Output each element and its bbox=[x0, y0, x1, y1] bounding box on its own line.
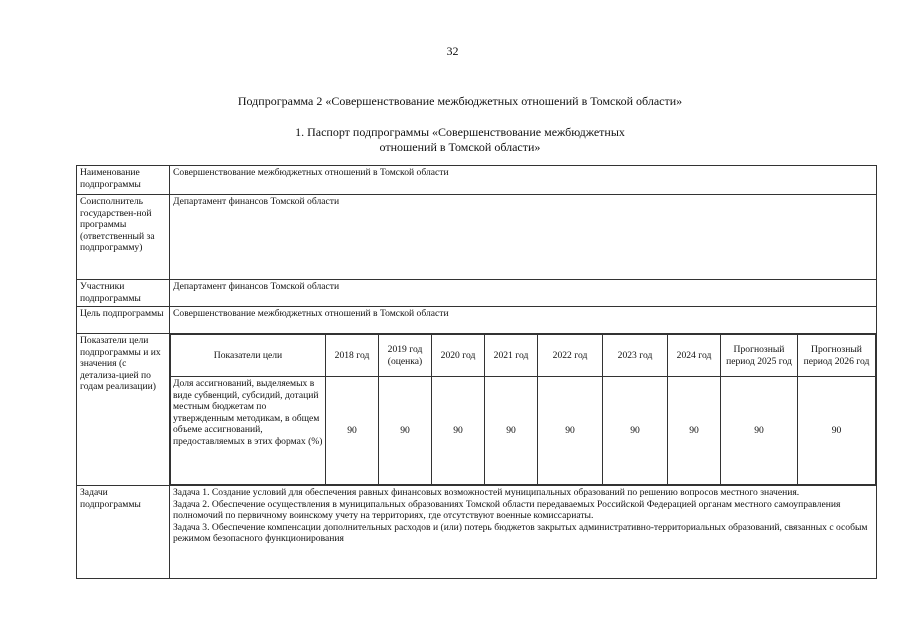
indicators-table bbox=[170, 334, 876, 485]
year-header: 2018 год bbox=[326, 335, 379, 377]
row-name-value: Совершенствование межбюджетных отношений в Томской области bbox=[170, 166, 877, 195]
year-header: 2023 год bbox=[603, 335, 668, 377]
passport-title-line1: 1. Паспорт подпрограммы «Совершенствование межбюджетных bbox=[295, 125, 625, 139]
row-co-executor-label: Соисполнитель государствен-ной программы (ответственный за подпрограмму) bbox=[77, 195, 170, 280]
indicators-header-row bbox=[171, 335, 876, 377]
row-name bbox=[77, 166, 877, 195]
passport-table bbox=[76, 165, 877, 579]
row-goal bbox=[77, 307, 877, 334]
page-number: 32 bbox=[446, 44, 459, 58]
year-header: 2020 год bbox=[432, 335, 485, 377]
year-header: 2024 год bbox=[668, 335, 721, 377]
row-co-executor-value: Департамент финансов Томской области bbox=[170, 195, 877, 280]
indicators-header-name: Показатели цели bbox=[171, 335, 326, 377]
indicator-value: 90 bbox=[326, 377, 379, 485]
row-co-executor bbox=[77, 195, 877, 280]
year-header: Прогнозный период 2025 год bbox=[721, 335, 798, 377]
task-item: Задача 2. Обеспечение осуществления в муниципальных образованиях Томской области передаваемых Российской Федерацией органам местного самоуправления полномочий по первичному воинскому учету на территориях, где отсутствуют военные комиссариаты. bbox=[173, 498, 841, 522]
year-header: 2021 год bbox=[485, 335, 538, 377]
row-participants bbox=[77, 280, 877, 307]
year-header: Прогнозный период 2026 год bbox=[798, 335, 876, 377]
indicator-value: 90 bbox=[798, 377, 876, 485]
indicator-value: 90 bbox=[379, 377, 432, 485]
indicator-value: 90 bbox=[721, 377, 798, 485]
year-header: 2019 год (оценка) bbox=[379, 335, 432, 377]
task-item: Задача 3. Обеспечение компенсации дополнительных расходов и (или) потерь бюджетов закрытых административно-территориальных образований, связанных с особым режимом безопасного функционирования bbox=[173, 521, 868, 545]
indicator-value: 90 bbox=[668, 377, 721, 485]
indicators-value-row bbox=[171, 377, 876, 485]
row-goal-value: Совершенствование межбюджетных отношений в Томской области bbox=[170, 307, 877, 334]
subprogram-heading: Подпрограмма 2 «Совершенствование межбюджетных отношений в Томской области» bbox=[237, 94, 683, 108]
row-indicators-label: Показатели цели подпрограммы и их значения (с детализа-цией по годам реализации) bbox=[77, 334, 170, 486]
row-participants-label: Участники подпрограммы bbox=[77, 280, 170, 307]
row-goal-label: Цель подпрограммы bbox=[77, 307, 170, 334]
indicator-value: 90 bbox=[485, 377, 538, 485]
indicator-value: 90 bbox=[432, 377, 485, 485]
year-header: 2022 год bbox=[538, 335, 603, 377]
indicator-value: 90 bbox=[538, 377, 603, 485]
row-participants-value: Департамент финансов Томской области bbox=[170, 280, 877, 307]
task-item: Задача 1. Создание условий для обеспечения равных финансовых возможностей муниципальных образований по решению вопросов местного значения. bbox=[173, 487, 800, 498]
passport-title-line2: отношений в Томской области» bbox=[379, 140, 541, 154]
row-indicators bbox=[77, 334, 877, 486]
tasks-cell bbox=[170, 486, 877, 579]
indicator-value: 90 bbox=[603, 377, 668, 485]
indicators-cell bbox=[170, 334, 877, 486]
row-tasks-label: Задачи подпрограммы bbox=[77, 486, 170, 579]
passport-title bbox=[0, 125, 905, 155]
indicator-name: Доля ассигнований, выделяемых в виде субвенций, субсидий, дотаций местным бюджетам по утвержденным методикам, в общем объеме ассигнований, предоставляемых в этих формах (%) bbox=[171, 377, 326, 485]
row-tasks bbox=[77, 486, 877, 579]
row-name-label: Наименование подпрограммы bbox=[77, 166, 170, 195]
